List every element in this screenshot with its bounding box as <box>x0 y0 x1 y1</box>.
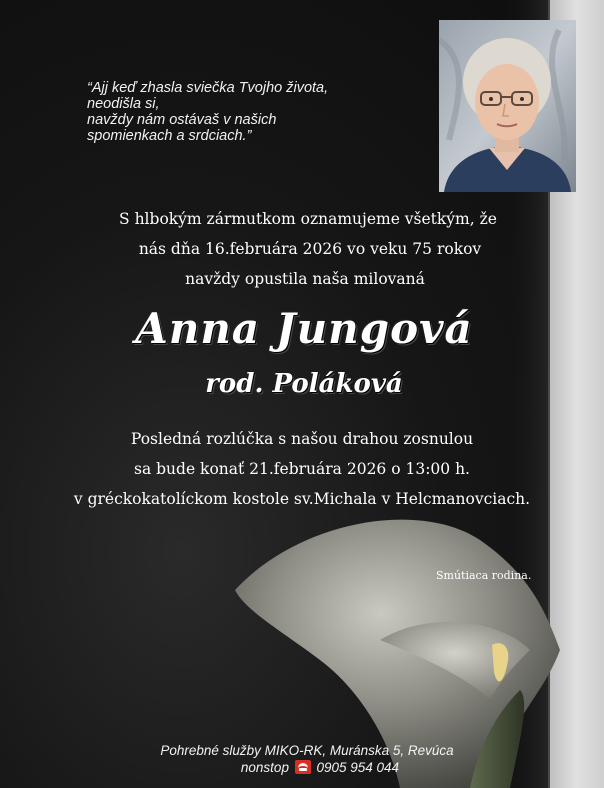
contact-line <box>18 759 604 776</box>
quote-line: navždy nám ostávaš v našich <box>87 112 277 128</box>
announcement-line: S hlbokým zármutkom oznamujeme všetkým, že <box>119 210 497 228</box>
maiden-name: rod. Poláková <box>205 369 403 399</box>
funeral-details <box>0 424 604 514</box>
announcement-line: navždy opustila naša milovaná <box>185 270 425 288</box>
deceased-name: Anna Jungová <box>135 304 473 353</box>
phone-icon <box>295 760 311 774</box>
phone-number[interactable]: 0905 954 044 <box>316 760 400 775</box>
announcement-text <box>0 204 604 294</box>
family-signature: Smútiaca rodina. <box>436 569 532 582</box>
funeral-line: sa bude konať 21.februára 2026 o 13:00 h. <box>134 460 470 478</box>
quote-line: “Ajj keď zhasla sviečka Tvojho života, <box>87 80 329 96</box>
quote-line: spomienkach a srdciach.” <box>87 128 252 144</box>
funeral-line: v gréckokatolíckom kostole sv.Michala v Helcmanovciach. <box>73 490 531 508</box>
funeral-service-info: Pohrebné služby MIKO-RK, Muránska 5, Revúca <box>160 743 454 758</box>
portrait-photo <box>439 20 576 192</box>
memorial-quote <box>87 80 417 144</box>
funeral-line: Posledná rozlúčka s našou drahou zosnulou <box>130 430 474 448</box>
announcement-line: nás dňa 16.februára 2026 vo veku 75 rokov <box>138 240 482 258</box>
nonstop-label: nonstop <box>240 760 289 775</box>
quote-line: neodišla si, <box>87 96 160 112</box>
